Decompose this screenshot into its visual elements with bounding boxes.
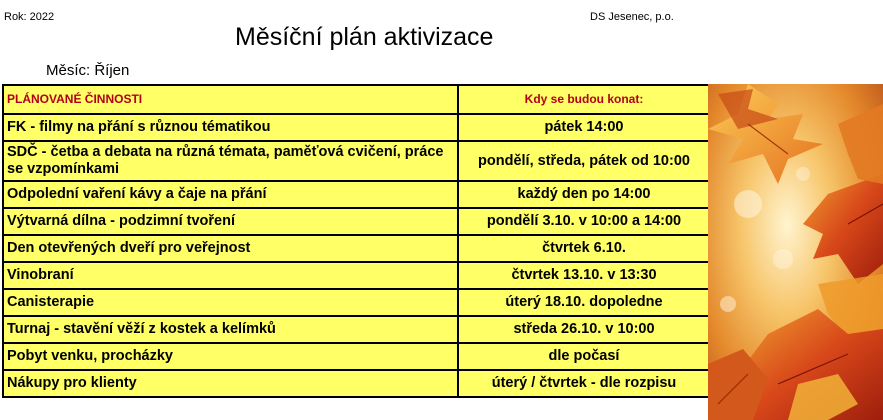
year-label: Rok: 2022: [4, 11, 55, 23]
when-cell: pondělí, středa, pátek od 10:00: [458, 141, 710, 181]
activity-cell: Odpolední vaření kávy a čaje na přání: [3, 181, 458, 208]
autumn-leaves-photo: [708, 84, 883, 420]
activity-cell: Den otevřených dveří pro veřejnost: [3, 235, 458, 262]
when-cell: čtvrtek 13.10. v 13:30: [458, 262, 710, 289]
table-row: [3, 235, 710, 262]
header-when: Kdy se budou konat:: [458, 85, 710, 114]
activity-cell: Vinobraní: [3, 262, 458, 289]
when-cell: pondělí 3.10. v 10:00 a 14:00: [458, 208, 710, 235]
activity-cell: Nákupy pro klienty: [3, 370, 458, 397]
activity-cell: SDČ - četba a debata na různá témata, paměťová cvičení, práce se vzpomínkami: [3, 141, 458, 181]
table-row: [3, 289, 710, 316]
table-row: [3, 114, 710, 141]
table-row: [3, 343, 710, 370]
when-cell: čtvrtek 6.10.: [458, 235, 710, 262]
table-row: [3, 208, 710, 235]
when-cell: pátek 14:00: [458, 114, 710, 141]
when-cell: středa 26.10. v 10:00: [458, 316, 710, 343]
activity-cell: Výtvarná dílna - podzimní tvoření: [3, 208, 458, 235]
table-row: [3, 370, 710, 397]
table-row: [3, 141, 710, 181]
when-cell: každý den po 14:00: [458, 181, 710, 208]
activity-plan-table: [2, 84, 711, 398]
table-row: [3, 181, 710, 208]
activity-cell: Canisterapie: [3, 289, 458, 316]
page-title: Měsíční plán aktivizace: [235, 23, 494, 51]
activity-cell: Pobyt venku, procházky: [3, 343, 458, 370]
table-row: [3, 316, 710, 343]
when-cell: dle počasí: [458, 343, 710, 370]
month-label: Měsíc: Říjen: [46, 62, 130, 79]
table-row: [3, 262, 710, 289]
table-header-row: [3, 85, 710, 114]
when-cell: úterý / čtvrtek - dle rozpisu: [458, 370, 710, 397]
organization-label: DS Jesenec, p.o.: [590, 11, 674, 23]
header-activity: PLÁNOVANÉ ČINNOSTI: [3, 85, 458, 114]
activity-cell: Turnaj - stavění věží z kostek a kelímků: [3, 316, 458, 343]
activity-cell: FK - filmy na přání s různou tématikou: [3, 114, 458, 141]
when-cell: úterý 18.10. dopoledne: [458, 289, 710, 316]
